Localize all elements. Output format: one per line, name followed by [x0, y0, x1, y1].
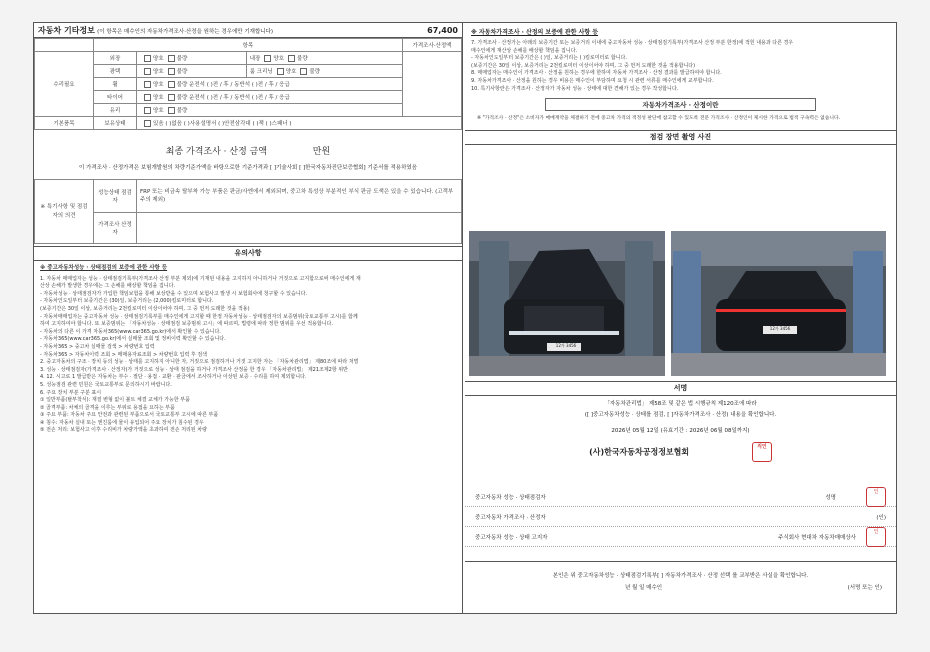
notice-line: ③ 주요 부품: 자동차 주요 안전과 관련된 부품으로서 국토교통부 고시에 따른 부품: [40, 412, 219, 419]
plate-number: 12가 3456: [769, 326, 791, 331]
guarantee-line: (보증기간은 30일 이상, 보증거리는 2천킬로미터 이상이어야 하며, 그 중 먼저 도래한 것을 적용합니다): [471, 62, 696, 69]
signature-line: ([ ]중고자동차성능 · 상태를 점검, [ ]자동차가격조사 · 산정) 내용을 확인합니다.: [584, 412, 777, 418]
notice-line: 1. 자동차 매매업자는 성능 · 상태점검기록부(가격조사 산정 부분 제외)에 기재된 내용을 고지하지 아니하거나 거짓으로 고지함으로써 매수인에게 재: [40, 275, 361, 282]
car-rear-photo-icon: [671, 231, 886, 376]
notice-line: ① 일반부품(탈부착식): 재질 변형 없이 볼트 체결 교체가 가능한 부품: [40, 397, 190, 404]
notice-line: (보증기간은 30일 이상, 보증거리는 2천킬로미터 이상이어야 하며, 그 중 먼저 도래한 것을 적용): [40, 305, 250, 312]
org-stamp: 직인: [752, 442, 772, 462]
final-price-line: [34, 144, 462, 157]
price-survey-box-title: 자동차가격조사 · 산정이란: [545, 98, 816, 111]
checkbox[interactable]: [144, 107, 151, 114]
checkbox[interactable]: [168, 81, 175, 88]
notice-line: - 자동차365(www.car365.go.kr)에서 실매물 조회 및 정비이력 확인할 수 있습니다.: [40, 336, 226, 343]
signer-row: 중고자동차 성능 · 상태점검자 성명 인: [465, 487, 896, 507]
signer-row: 중고자동차 성능 · 상태 고지자 주식회사 현대차 자동차매매상사 인: [465, 527, 896, 547]
row-label: 휠: [94, 78, 137, 91]
checkbox[interactable]: [300, 68, 307, 75]
notice-body: [34, 261, 462, 437]
car-front-photo-icon: [469, 231, 665, 376]
notice-subtitle: ※ 중고자동차성능 · 상태점검의 보증에 관한 사항 등: [40, 265, 168, 271]
table-head-price: 가격조사·산정액: [403, 39, 462, 52]
checkbox[interactable]: [144, 68, 151, 75]
row-options: 양호 불량: [137, 52, 247, 65]
guarantee-line: 10. 특기사항란은 가격조사 · 산정자가 자동차 성능 · 상태에 대한 견해가 있는 경우 작성합니다.: [471, 85, 679, 92]
row-options: 양호 불량: [137, 104, 403, 117]
row-label: 광택: [94, 65, 137, 78]
notice-line: ⑤ 전손 처리: 보험사고 이후 수리비가 차량가액을 초과하여 전손 처리된 차량: [40, 427, 207, 434]
basic-label: 기본품목: [35, 117, 94, 130]
signature-statement: [465, 399, 896, 462]
repair-note: [403, 52, 462, 117]
notice-line: ② 골격부품: 차체의 골격을 이루는 부위로 용접을 요하는 부품: [40, 404, 175, 411]
notice-line: - 자동차365 > 자동차이력 조회 > 매매용자료조회 > 차량번호 입력 후 검색: [40, 351, 207, 358]
opinion-label: ※ 특기사항 및 점검자의 의견: [35, 180, 94, 244]
checkbox[interactable]: [277, 68, 284, 75]
price-label: 가격조사 산정자: [94, 213, 137, 244]
inspection-photo-front: [469, 231, 665, 376]
final-price-desc: 이 가격조사 · 산정가격은 보험개발원의 차량기준가액을 바탕으로한 기준가격과 [ ]기술사회 [ ]한국자동차진단보증협회] 기준서를 적용하였음: [78, 165, 418, 171]
receipt-date: 년 월 일 매수인: [625, 585, 663, 591]
checkbox[interactable]: [168, 68, 175, 75]
checkbox[interactable]: [144, 55, 151, 62]
row-options-right: 룸 크리닝 양호 불량: [246, 65, 402, 78]
report-page: [33, 22, 897, 614]
basic-item: 보유상태: [94, 117, 137, 130]
guarantee-line: - 자동차인도일부터 보증기간은 ( )일, 보증거리는 ( )킬로미터로 합니다.: [471, 55, 627, 62]
row-options: 양호 불량 운전석 ( )전 / 후 / 동반석 ( )전 / 후 / 응급: [137, 91, 403, 104]
guarantee-line: 8. 매매업자는 매수인이 가격조사 · 산정을 원하는 경우에 한하여 자동차 가격조사 · 산정 결과를 발급하여야 합니다.: [471, 70, 722, 77]
receipt-confirmation: [465, 561, 896, 594]
row-label: 외장: [94, 52, 137, 65]
guarantee-line: 매수인에게 재산상 손해를 배상할 책임을 집니다.: [471, 47, 578, 54]
basic-options: 있음 ( )없음 ( )사용설명서 ( )안전삼각대 ( )잭 ( )스패너 ): [137, 117, 462, 130]
signers-list: [465, 487, 896, 547]
checkbox[interactable]: [168, 55, 175, 62]
other-info-amount: 67,400: [427, 25, 458, 35]
row-options: 양호 불량 운전석 ( )전 / 후 / 동반석 ( )전 / 후 / 응급: [137, 78, 403, 91]
notice-line: - 자동차365 > 중고차 실매물 검색 > 차량번호 입력: [40, 343, 155, 350]
signer-stamp: (인): [876, 514, 886, 521]
notice-line: 4. 12. 시고로 1 발급받은 자동차는 부수 · 절단 · 용접 · 교환 · 판금에서 조사하거나 이상된 보증 · 수리를 하여 제외합니다.: [40, 374, 307, 381]
row-options: 양호 불량: [137, 65, 247, 78]
table-head-item: 항목: [94, 39, 403, 52]
checkbox[interactable]: [264, 55, 271, 62]
left-column: [34, 23, 463, 613]
notice-line: 하여 고지하여야 합니다. 또 보증범위는 「자동차성능 · 상태점검 보증범위 고시」에 따르며, 법령에 따라 정한 범위를 우선 적용합니다.: [40, 321, 333, 328]
notice-line: - 자동차인도일부터 보증기간은 (30)일, 보증거리는 (2,000)킬로미터로 합니다.: [40, 298, 214, 305]
signature-section-title: 서명: [465, 381, 896, 396]
price-survey-box-text: ※ "가격조사 · 산정"은 소비자가 매매계약을 체결하기 전에 중고차 가격의 적정성 판단에 참고할 수 있도록 전문 가격조사 · 산정인이 제시한 가격으로 법적 구속력은 없습니다.: [477, 116, 841, 122]
photo-section-title: 점검 장면 촬영 사진: [465, 130, 896, 145]
notice-title: 유의사항: [34, 246, 462, 261]
perf-text: FRP 또는 비금속 탈부착 가능 부품은 판금/사엔에서 제외되며, 중고차 특성상 부분적인 부식 판금 도색은 있을 수 있습니다. (고객부주의 제외): [137, 180, 462, 213]
row-label: 유리: [94, 104, 137, 117]
opinion-table: [34, 179, 462, 244]
plate-number: 12가 3456: [555, 343, 577, 348]
notice-line: - 자동차의 다른 이 가격 자동차365(www.car365.go.kr)에서 확인할 수 있습니다.: [40, 328, 221, 335]
signer-row: 중고자동차 가격조사 · 산정자 (인): [465, 507, 896, 527]
checkbox[interactable]: [168, 107, 175, 114]
guarantee-body: [465, 38, 896, 95]
signer-stamp: 인: [866, 487, 886, 507]
notice-line: 2. 중고자동차의 구조 · 장치 등의 성능 · 상태를 고지하지 아니한 자, 거짓으로 점검하거나 거짓 고지한 자는 「자동차관리법」 제80조에 따라 처벌: [40, 359, 359, 366]
other-info-subtitle: (이 항목은 매수인의 자동차가격조사·산정을 원하는 경우에만 기재합니다): [97, 28, 274, 35]
repair-table: [34, 38, 462, 130]
perf-label: 성능상태 점검자: [94, 180, 137, 213]
checkbox[interactable]: [288, 55, 295, 62]
notice-line: - 자동차매매업자는 중고자동차 성능 · 상태점검기록부를 매수인에게 고지할 때 한정 자동차성능 · 상태점검자의 보증범위(국토교통부 고시)를 함께: [40, 313, 358, 320]
final-price-unit: 만원: [312, 147, 331, 157]
repair-label: 수리필요: [35, 52, 94, 117]
guarantee-title: ※ 자동차가격조사 · 산정의 보증에 관한 사항 등: [471, 29, 599, 36]
issuer-org: (사)한국자동차공정정보협회 직인: [465, 442, 896, 462]
notice-line: ④ 침수: 자동차 실내 또는 엔진룸에 물이 유입되어 주요 장치가 침수된 경우: [40, 419, 204, 426]
notice-line: 5. 성능점검 관련 민원은 국토교통부로 문의하시기 바랍니다.: [40, 381, 172, 388]
buyer-signature[interactable]: (서명 또는 인): [847, 585, 882, 591]
checkbox[interactable]: [144, 81, 151, 88]
guarantee-line: 9. 자동차가격조사 · 산정을 원하는 경우 비용은 매수인이 부담하며 요청 시 관련 서류를 매수인에게 교부합니다.: [471, 77, 714, 84]
other-info-header: [34, 23, 462, 38]
notice-line: 3. 성능 · 상태점검자(가격조사 · 산정자)가 거짓으로 성능 · 상태 점검을 하거나 가격조사 산정을 한 경우 「자동차관리법」 제21조제2항 위반: [40, 366, 348, 373]
notice-line: 산상 손해가 발생한 경우에는 그 손해를 배상할 책임을 집니다.: [40, 283, 176, 290]
signature-line: 「자동차관리법」 제58조 및 같은 법 시행규칙 제120조에 따라: [604, 401, 757, 407]
right-column: [465, 23, 896, 613]
guarantee-line: 7. 가격조사 · 산정가는 아래의 보증기간 또는 보증거리 이내에 중고자동차 성능 · 상태점검기록부(가격조사 산정 부분 한정)에 적힌 내용과 다른 경우: [471, 40, 794, 46]
other-info-title: 자동차 기타정보: [38, 25, 95, 35]
notice-line: 6. 주요 장치 부분 구분 표시: [40, 389, 102, 396]
row-label: 타이어: [94, 91, 137, 104]
signer-stamp: 인: [866, 527, 886, 547]
checkbox[interactable]: [168, 94, 175, 101]
notice-line: - 자동차성능 · 상태점검자가 가입한 책임보험을 통해 보상받을 수 있으며 보험사고 발생 시 보험회사에 청구할 수 있습니다.: [40, 290, 308, 297]
checkbox[interactable]: [144, 94, 151, 101]
issue-date: 2026년 05월 12일 (유효기간 : 2026년 06월 08일까지): [611, 428, 750, 434]
receipt-text: 본인은 위 중고자동차성능 · 상태점검기록부[ ] 자동차가격조사 · 산정 선택 를 교부받은 사실을 확인합니다.: [552, 573, 809, 579]
checkbox[interactable]: [144, 120, 151, 127]
row-options-right: 내장 양호 불량: [246, 52, 402, 65]
final-price-title: 최종 가격조사 · 산정 금액: [165, 147, 268, 157]
inspection-photo-rear: [671, 231, 886, 376]
